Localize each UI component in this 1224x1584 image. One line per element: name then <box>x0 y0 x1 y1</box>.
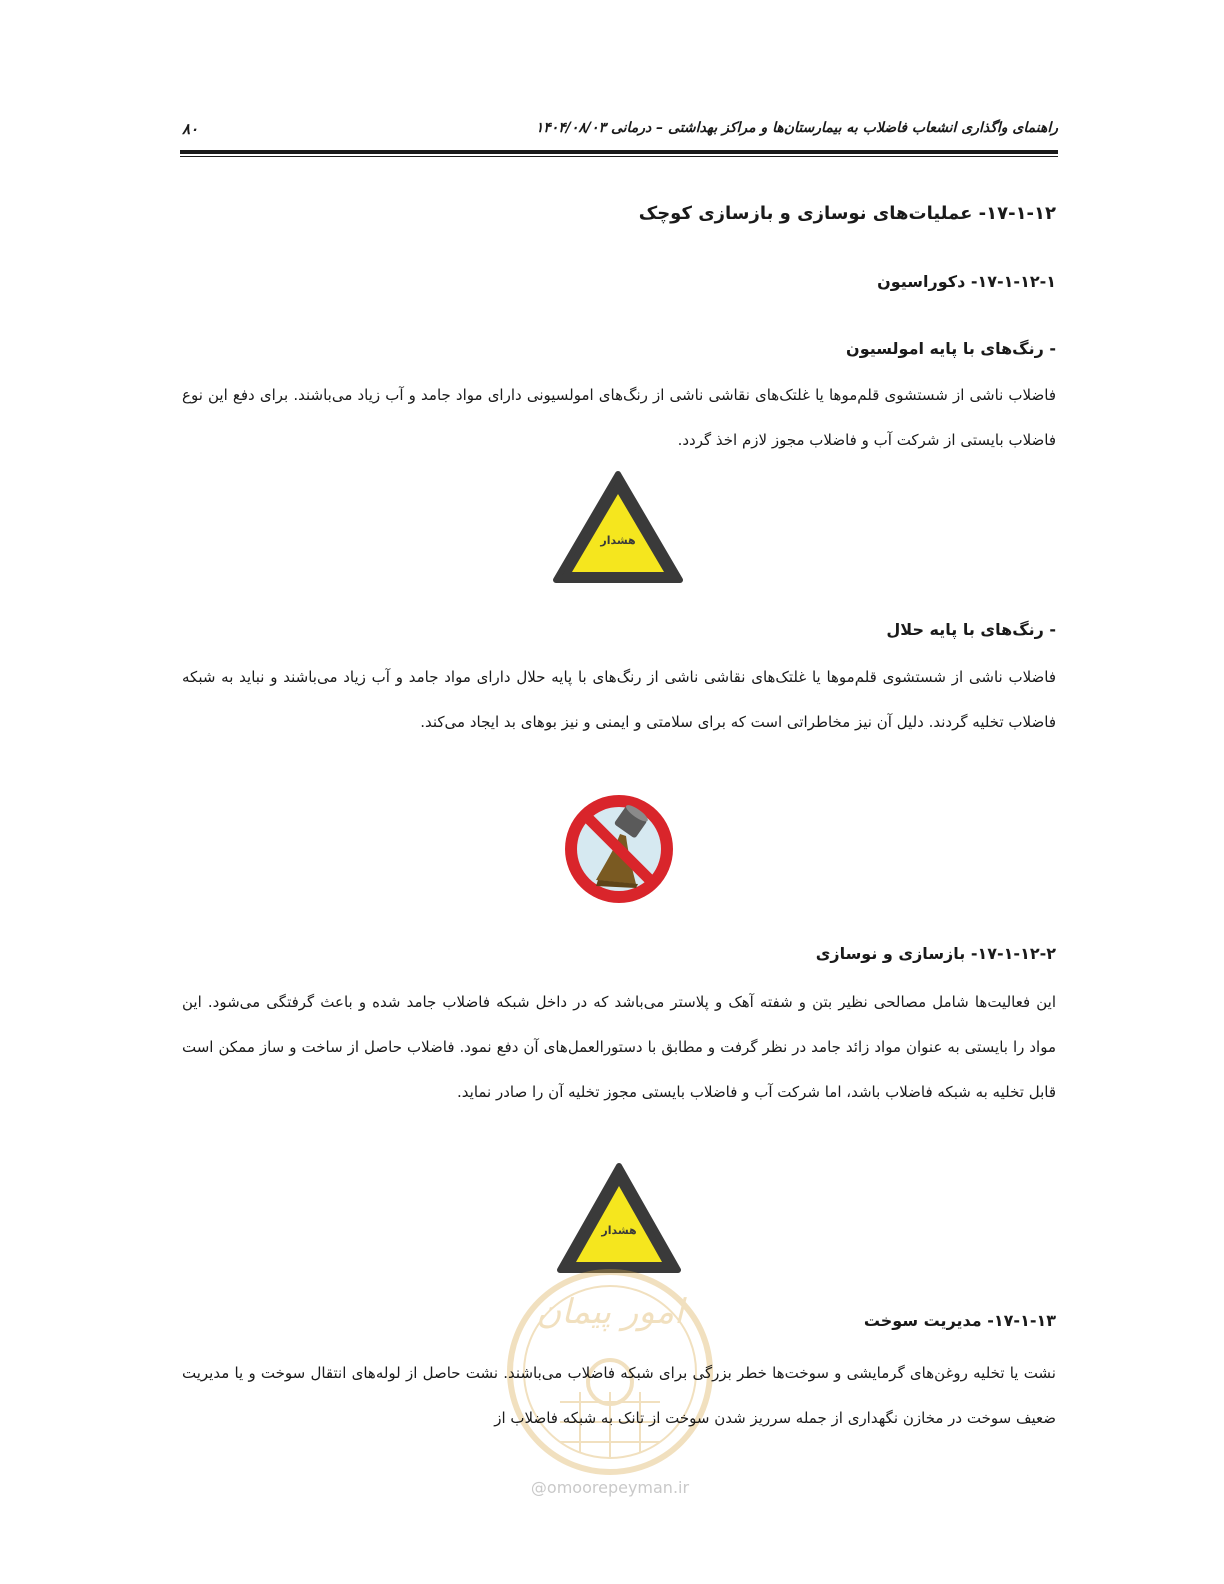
page-number: ۸۰ <box>182 120 199 138</box>
fuel-paragraph: نشت یا تخلیه روغن‌های گرمایشی و سوخت‌ها خطر بزرگی برای شبکه فاضلاب می‌باشند. نشت حاصل از لوله‌های انتقال سوخت و یا مدیریت ضعیف سوخت در مخازن نگهداری از جمله سرریز شدن سوخت از تانک به شبکه فاضلاب از <box>182 1364 1056 1427</box>
warning-label: هشدار <box>600 534 636 547</box>
no-pouring-icon <box>562 792 676 906</box>
warning-label: هشدار <box>601 1224 637 1237</box>
renovation-paragraph: این فعالیت‌ها شامل مصالحی نظیر بتن و شفته آهک و پلاستر می‌باشد که در داخل شبکه فاضلاب جامد شده و باعث گرفتگی می‌شود. این مواد را بایستی به عنوان مواد زائد جامد در نظر گرفت و مطابق با دستورالعمل‌های آن دفع نمود. فاضلاب حاصل از ساخت و ساز ممکن است قابل تخلیه به شبکه فاضلاب باشد، اما شرکت آب و فاضلاب بایستی مجوز تخلیه آن را صادر نماید. <box>182 993 1056 1101</box>
solvent-paragraph: فاضلاب ناشی از شستشوی قلم‌موها یا غلتک‌های نقاشی ناشی از رنگ‌های با پایه حلال دارای مواد جامد و آب زیاد می‌باشند و نباید به شبکه فاضلاب تخلیه گردند. دلیل آن نیز مخاطراتی است که برای سلامتی و ایمنی و نیز بوهای بد ایجاد می‌کند. <box>182 668 1056 731</box>
warning-triangle-icon <box>552 470 684 584</box>
watermark-site: @omoorepeyman.ir <box>530 1478 690 1497</box>
subsection-heading: ۱۷-۱-۱۲-۱- دکوراسیون <box>877 272 1056 291</box>
header-rule-thin <box>180 156 1058 157</box>
warning-triangle-icon <box>556 1162 682 1274</box>
emulsion-paragraph: فاضلاب ناشی از شستشوی قلم‌موها یا غلتک‌های نقاشی ناشی از رنگ‌های امولسیونی دارای مواد جامد و آب زیاد می‌باشند. برای دفع این نوع فاضلاب بایستی از شرکت آب و فاضلاب مجوز لازم اخذ گردد. <box>182 386 1056 449</box>
at-icon: @ <box>530 1478 547 1497</box>
header-rule <box>180 150 1058 154</box>
section-heading: ۱۷-۱-۱۲- عملیات‌های نوسازی و بازسازی کوچک <box>638 203 1056 224</box>
fuel-heading: ۱۷-۱-۱۳- مدیریت سوخت <box>863 1311 1056 1330</box>
renovation-heading: ۱۷-۱-۱۲-۲- بازسازی و نوسازی <box>815 944 1056 963</box>
seal-text: امور پیمان <box>536 1292 684 1332</box>
page-header <box>182 118 1058 148</box>
emulsion-heading: - رنگ‌های با پایه امولسیون <box>846 339 1056 358</box>
solvent-heading: - رنگ‌های با پایه حلال <box>886 620 1056 639</box>
running-title: راهنمای واگذاری انشعاب فاضلاب به بیمارستان‌ها و مراکز بهداشتی – درمانی ۱۴۰۴/۰۸/۰۳ <box>535 120 1058 136</box>
